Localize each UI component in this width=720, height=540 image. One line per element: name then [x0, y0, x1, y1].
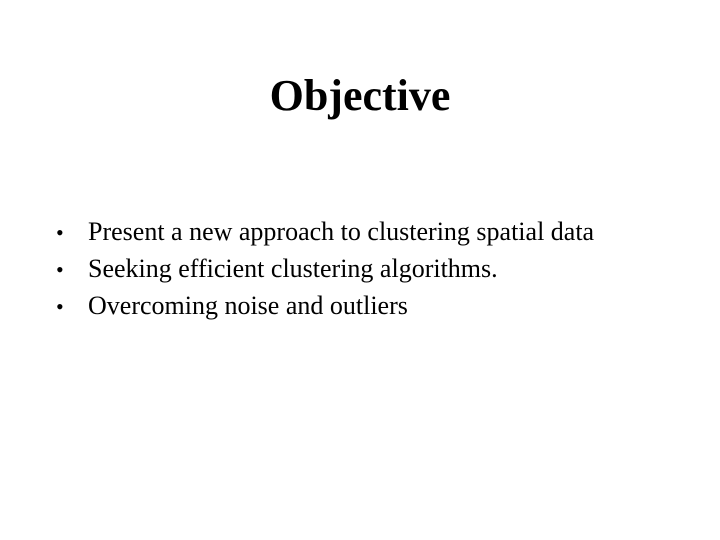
bullet-item	[56, 214, 594, 251]
bullet-icon: •	[56, 294, 64, 319]
bullet-text: Seeking efficient clustering algorithms.	[88, 254, 498, 283]
bullet-text: Overcoming noise and outliers	[88, 291, 408, 320]
bullet-icon: •	[56, 220, 64, 245]
bullet-icon: •	[56, 257, 64, 282]
bullet-item	[56, 288, 594, 325]
bullet-item	[56, 251, 594, 288]
slide-title: Objective	[269, 71, 451, 120]
bullet-text: Present a new approach to clustering spatial data	[88, 217, 595, 246]
bullet-list	[56, 214, 594, 325]
